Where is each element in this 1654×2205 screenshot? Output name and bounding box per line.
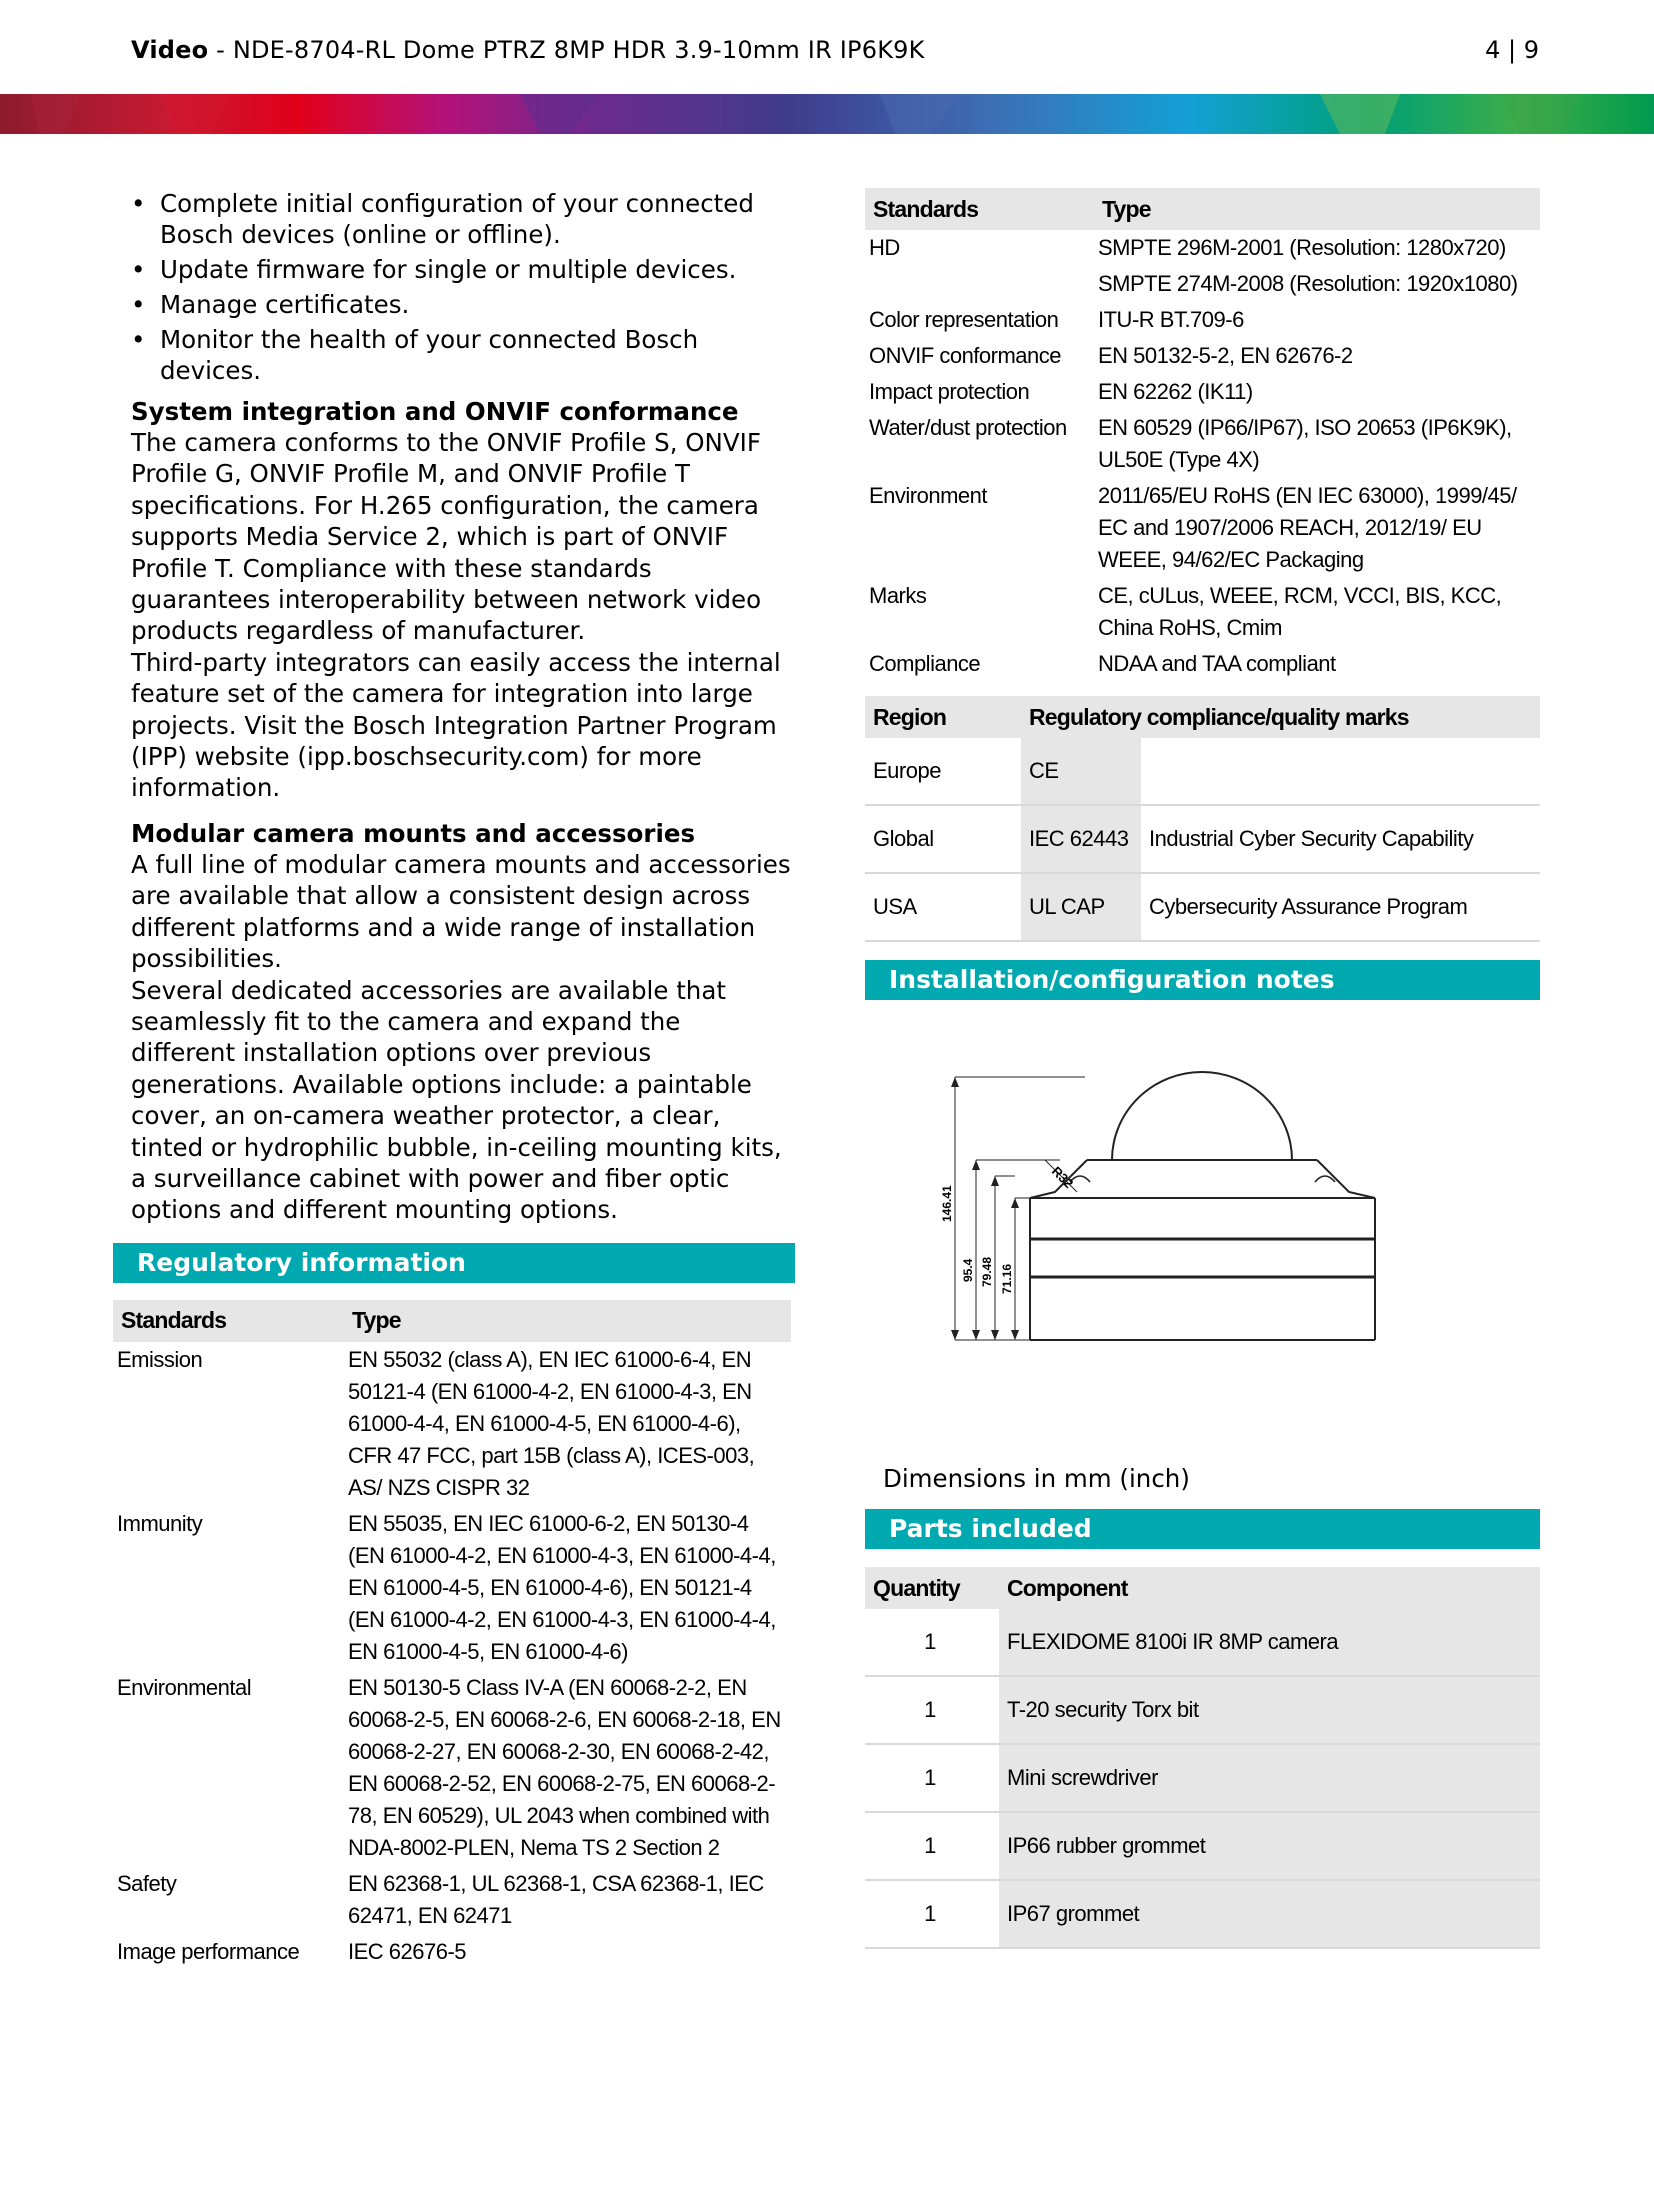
table-cell: FLEXIDOME 8100i IR 8MP camera (999, 1609, 1540, 1676)
table-row (865, 266, 1540, 302)
table-cell: EN 55035, EN IEC 61000-6-2, EN 50130-4 (EN 61000-4-2, EN 61000-4-3, EN 61000-4-4, EN 61000-4-5, EN 61000-4-6), EN 50121-4 (EN 61000-4-2, EN 61000-4-3, EN 61000-4-4, EN 61000-4-5, EN 61000-4-6) (348, 1510, 776, 1664)
table-cell: Color representation (869, 307, 1059, 332)
table-row (865, 1744, 1540, 1812)
table-cell: UL CAP (1021, 873, 1141, 941)
section-bar-installation: Installation/configuration notes (865, 960, 1540, 1000)
table-header: Standards (865, 188, 1094, 230)
paragraph: The camera conforms to the ONVIF Profile S, ONVIF Profile G, ONVIF Profile M, and ONVIF Profile T specifications. For H.265 configuration, the camera supports Media Service 2, which is part of ONVIF Profile T. Compliance with these standards guarantees interoperability between network video products regardless of manufacturer. (131, 428, 762, 646)
page-header (131, 36, 925, 64)
table-cell: Marks (869, 583, 927, 608)
table-cell: 1 (865, 1676, 999, 1744)
table-cell: EN 50130-5 Class IV-A (EN 60068-2-2, EN 60068-2-5, EN 60068-2-6, EN 60068-2-18, EN 60068-2-27, EN 60068-2-30, EN 60068-2-42, EN 60068-2-52, EN 60068-2-75, EN 60068-2-78, EN 60529), UL 2043 when combined with NDA-8002-PLEN, Nema TS 2 Section 2 (348, 1674, 781, 1860)
table-cell: Compliance (869, 651, 981, 676)
dimension-label: 95.4 (961, 1258, 975, 1282)
table-cell: IP66 rubber grommet (999, 1812, 1540, 1880)
table-cell: NDAA and TAA compliant (1098, 651, 1336, 676)
table-cell: 1 (865, 1609, 999, 1676)
table-row (113, 1866, 791, 1934)
table-cell: Environmental (117, 1674, 252, 1700)
standards-table (113, 1300, 791, 1970)
paragraph: Several dedicated accessories are available that seamlessly fit to the camera and expand the different installation options over previous generations. Available options include: a paintable cover, an on-camera weather protector, a clear, tinted or hydrophilic bubble, in-ceiling mounting kits, a surveillance cabinet with power and fiber optic options and different mounting options. (131, 975, 782, 1225)
table-cell: T-20 security Torx bit (999, 1676, 1540, 1744)
table-row (865, 1676, 1540, 1744)
table-cell: IP67 grommet (999, 1880, 1540, 1948)
table-row (865, 1609, 1540, 1676)
table-row (865, 410, 1540, 478)
table-header: Component (999, 1567, 1540, 1609)
table-cell (865, 266, 1094, 302)
table-cell: Impact protection (869, 379, 1030, 404)
table-cell: Global (865, 805, 1021, 873)
table-cell: Safety (117, 1870, 177, 1896)
table-cell: EN 50132-5-2, EN 62676-2 (1098, 343, 1353, 368)
table-row (865, 302, 1540, 338)
paragraph: A full line of modular camera mounts and accessories are available that allow a consistent design across different platforms and a wide range of installation possibilities. (131, 849, 791, 974)
table-row (865, 578, 1540, 646)
table-row (865, 738, 1540, 805)
table-cell: ITU-R BT.709-6 (1098, 307, 1244, 332)
table-row (865, 338, 1540, 374)
dimension-label: 79.48 (980, 1256, 994, 1287)
parts-table (865, 1567, 1540, 1949)
table-header: Regulatory compliance/quality marks (1021, 696, 1540, 738)
table-row (113, 1670, 791, 1866)
table-cell: Emission (117, 1346, 203, 1372)
table-row (865, 230, 1540, 266)
table-cell: Industrial Cyber Security Capability (1141, 805, 1540, 873)
list-item: • Update firmware for single or multiple devices. (131, 254, 791, 285)
table-cell: SMPTE 274M-2008 (Resolution: 1920x1080) (1098, 271, 1518, 296)
table-cell: IEC 62676-5 (348, 1938, 467, 1964)
table-row (865, 1880, 1540, 1948)
table-cell: IEC 62443 (1021, 805, 1141, 873)
standards-table-continued (865, 188, 1540, 682)
dimension-label: 71.16 (1000, 1263, 1014, 1294)
table-cell: Cybersecurity Assurance Program (1141, 873, 1540, 941)
right-column (865, 188, 1540, 1949)
section-heading-onvif: System integration and ONVIF conformance (131, 397, 739, 426)
header-category: Video (131, 36, 209, 64)
table-cell: Europe (865, 738, 1021, 805)
feature-bullet-list (131, 188, 791, 386)
table-cell: ONVIF conformance (869, 343, 1062, 368)
table-row (865, 478, 1540, 578)
list-item: • Manage certificates. (131, 289, 791, 320)
table-row (865, 805, 1540, 873)
table-row (865, 374, 1540, 410)
left-column (117, 188, 791, 1970)
table-header: Quantity (865, 1567, 999, 1609)
table-cell: HD (869, 235, 900, 260)
regional-compliance-table (865, 696, 1540, 942)
table-cell: Immunity (117, 1510, 203, 1536)
brand-color-band (0, 94, 1654, 134)
section-bar-parts: Parts included (865, 1509, 1540, 1549)
table-cell: 1 (865, 1744, 999, 1812)
table-cell: 1 (865, 1812, 999, 1880)
radius-label: R32 (1048, 1163, 1077, 1191)
table-cell: EN 62368-1, UL 62368-1, CSA 62368-1, IEC 62471, EN 62471 (348, 1870, 764, 1928)
table-cell: Mini screwdriver (999, 1744, 1540, 1812)
table-row (113, 1934, 791, 1970)
table-cell: CE, cULus, WEEE, RCM, VCCI, BIS, KCC, China RoHS, Cmim (1098, 583, 1502, 640)
table-cell: EN 55032 (class A), EN IEC 61000-6-4, EN 50121-4 (EN 61000-4-2, EN 61000-4-3, EN 61000-4-4, EN 61000-4-5, EN 61000-4-6), CFR 47 FCC, part 15B (class A), ICES-003, AS/ NZS CISPR 32 (348, 1346, 755, 1500)
list-item: • Monitor the health of your connected Bosch devices. (131, 324, 791, 386)
table-cell: Image performance (117, 1938, 300, 1964)
section-bar-regulatory: Regulatory information (113, 1243, 795, 1283)
header-title: - NDE-8704-RL Dome PTRZ 8MP HDR 3.9-10mm IR IP6K9K (208, 36, 925, 64)
table-header: Standards (113, 1300, 344, 1342)
table-cell: 2011/65/EU RoHS (EN IEC 63000), 1999/45/ EC and 1907/2006 REACH, 2012/19/ EU WEEE, 94/62/EC Packaging (1098, 483, 1517, 572)
table-cell: Water/dust protection (869, 415, 1067, 440)
paragraph: Third-party integrators can easily access the internal feature set of the camera for integration into large projects. Visit the Bosch Integration Partner Program (IPP) website (ipp.boschsecurity.com) for more information. (131, 647, 781, 803)
table-row (113, 1506, 791, 1670)
page-number: 4 | 9 (1485, 36, 1539, 64)
section-heading-mounts: Modular camera mounts and accessories (131, 818, 696, 848)
table-header: Type (1094, 188, 1540, 230)
table-cell: 1 (865, 1880, 999, 1948)
table-row (865, 873, 1540, 941)
table-header: Region (865, 696, 1021, 738)
table-cell: USA (865, 873, 1021, 941)
list-item: • Complete initial configuration of your connected Bosch devices (online or offline). (131, 188, 791, 250)
table-header: Type (344, 1300, 791, 1342)
table-cell: CE (1021, 738, 1141, 805)
table-cell: Environment (869, 483, 988, 508)
table-row (865, 1812, 1540, 1880)
dimension-label: 146.41 (940, 1185, 954, 1222)
dimensions-caption: Dimensions in mm (inch) (883, 1464, 1190, 1493)
dimension-drawing (865, 1032, 1540, 1422)
table-cell: SMPTE 296M-2001 (Resolution: 1280x720) (1098, 235, 1506, 260)
table-cell: EN 60529 (IP66/IP67), ISO 20653 (IP6K9K), UL50E (Type 4X) (1098, 415, 1512, 472)
table-cell (1141, 738, 1540, 805)
table-row (113, 1342, 791, 1506)
table-cell: EN 62262 (IK11) (1098, 379, 1253, 404)
table-row (865, 646, 1540, 682)
